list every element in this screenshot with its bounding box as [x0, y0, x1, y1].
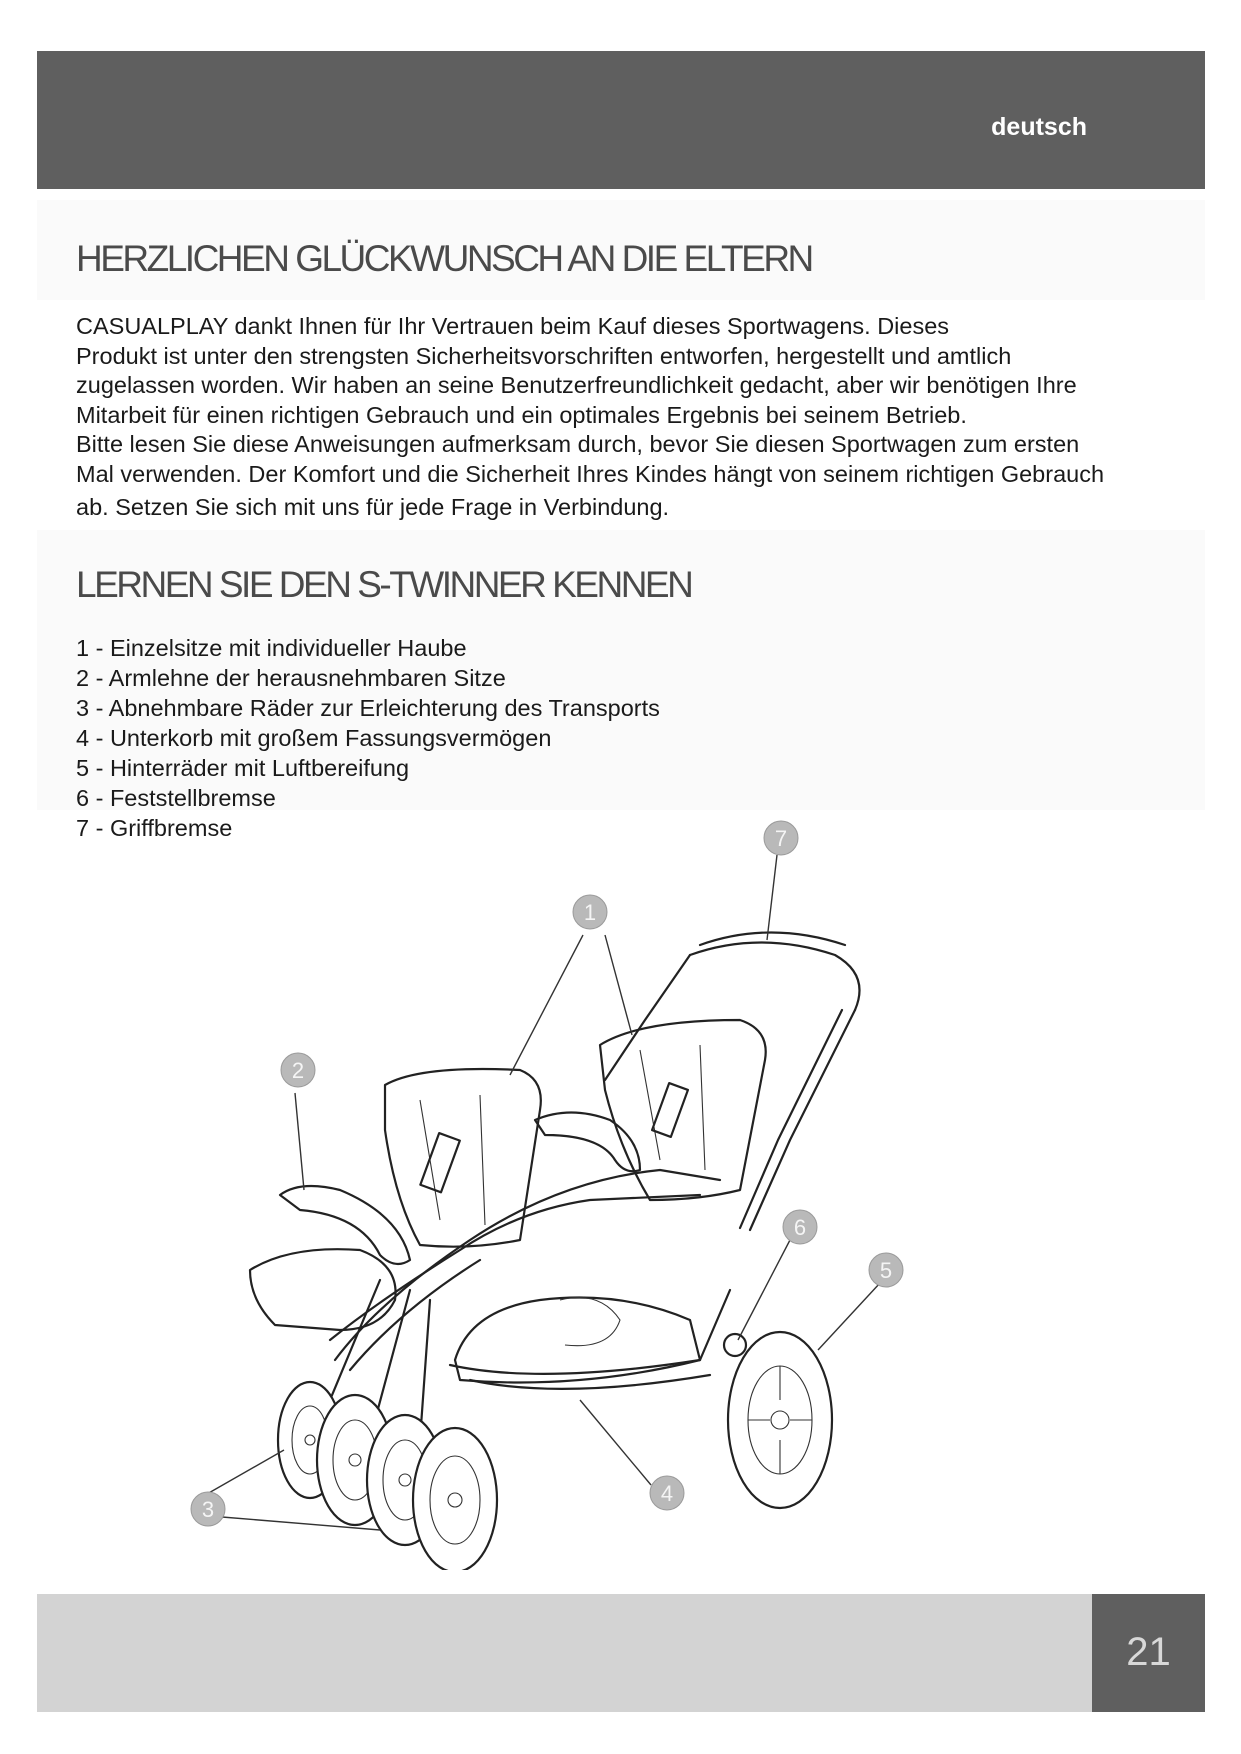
- intro-line: Produkt ist unter den strengsten Sicherheitsvorschriften entworfen, hergestellt und amtlich: [76, 342, 1012, 369]
- footer-bar: [37, 1594, 1092, 1712]
- front-wheel-right: [413, 1428, 497, 1570]
- header-bar: [37, 51, 1205, 189]
- list-item: 5 - Hinterräder mit Luftbereifung: [76, 755, 410, 781]
- callout-6: [783, 1210, 817, 1244]
- list-item: 2 - Armlehne der herausnehmbaren Sitze: [76, 665, 506, 691]
- callout-4-label: 4: [660, 1481, 674, 1506]
- callout-2-label: 2: [291, 1058, 305, 1083]
- parts-list: [76, 633, 660, 843]
- callout-5: [869, 1253, 903, 1287]
- list-item: 4 - Unterkorb mit großem Fassungsvermögen: [76, 725, 552, 751]
- intro-line: ab. Setzen Sie sich mit uns für jede Frage in Verbindung.: [76, 494, 670, 520]
- page-number-box: [1092, 1594, 1205, 1712]
- section-title-parts: LERNEN SIE DEN S-TWINNER KENNEN: [76, 564, 692, 605]
- intro-line: zugelassen worden. Wir haben an seine Benutzerfreundlichkeit gedacht, aber wir benötigen Ihre: [76, 372, 1077, 398]
- callout-4: [650, 1476, 684, 1510]
- callout-1-label: 1: [583, 900, 597, 925]
- page-number: 21: [1126, 1630, 1171, 1674]
- intro-line: Bitte lesen Sie diese Anweisungen aufmerksam durch, bevor Sie diesen Sportwagen zum ersten: [76, 431, 1080, 457]
- intro-paragraph: [76, 312, 1182, 523]
- section-title-congratulations: HERZLICHEN GLÜCKWUNSCH AN DIE ELTERN: [76, 238, 812, 279]
- list-item: 3 - Abnehmbare Räder zur Erleichterung des Transports: [76, 695, 660, 721]
- intro-line: Mitarbeit für einen richtigen Gebrauch und ein optimales Ergebnis bei seinem Betrieb.: [76, 401, 967, 428]
- stroller-drawing: [250, 933, 860, 1571]
- intro-line: CASUALPLAY dankt Ihnen für Ihr Vertrauen beim Kauf dieses Sportwagens. Dieses: [76, 313, 950, 339]
- callout-3: [191, 1492, 225, 1526]
- list-item: 1 - Einzelsitze mit individueller Haube: [76, 635, 467, 661]
- stroller-illustration: [190, 820, 930, 1570]
- callout-5-label: 5: [879, 1258, 893, 1283]
- language-label: deutsch: [991, 113, 1087, 141]
- list-item: 7 - Griffbremse: [76, 815, 233, 841]
- brake-pedal: [724, 1334, 746, 1356]
- callout-1: [573, 895, 607, 929]
- callout-6-label: 6: [793, 1215, 807, 1240]
- callout-7-label: 7: [774, 826, 788, 851]
- list-item: 6 - Feststellbremse: [76, 785, 276, 811]
- intro-line: Mal verwenden. Der Komfort und die Sicherheit Ihres Kindes hängt von seinem richtigen Gebrauch: [76, 460, 1105, 487]
- rear-wheel: [728, 1332, 832, 1508]
- callout-3-label: 3: [201, 1497, 215, 1522]
- callout-7: [764, 821, 798, 855]
- callout-2: [281, 1053, 315, 1087]
